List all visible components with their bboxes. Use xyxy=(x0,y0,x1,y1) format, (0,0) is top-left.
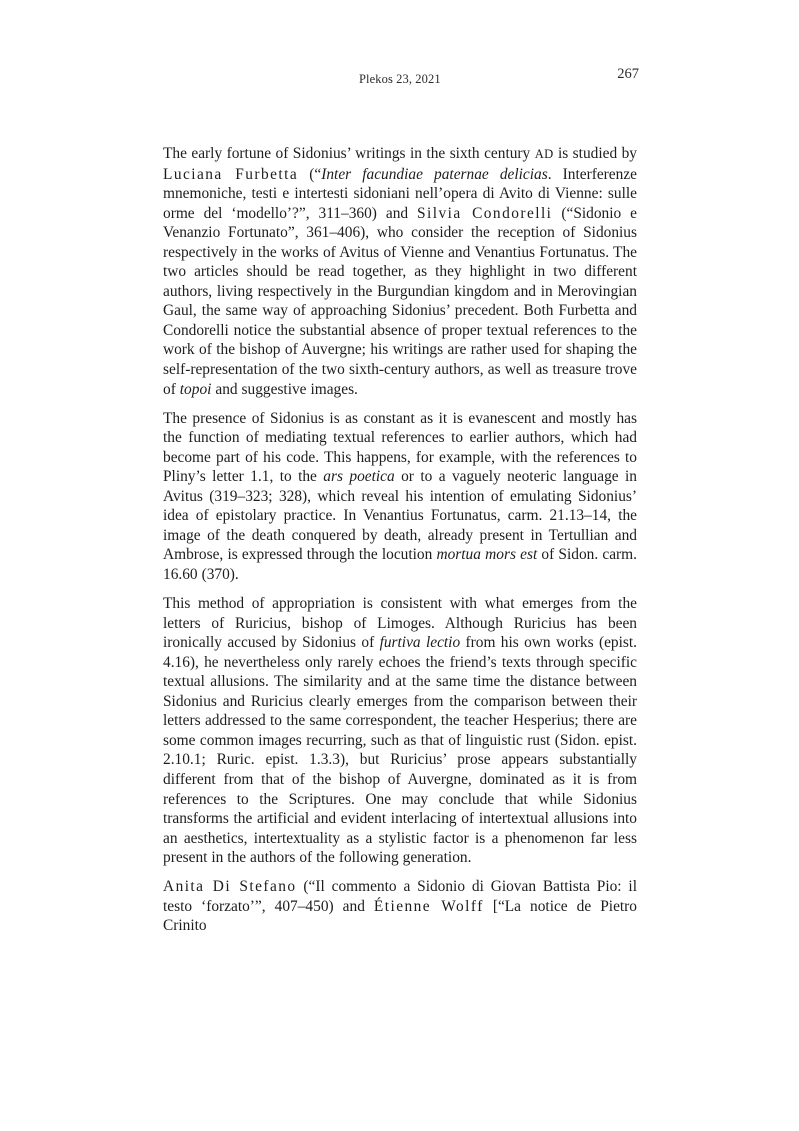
paragraph: Anita Di Stefano (“Il commento a Sidonio di Giovan Battista Pio: il testo ‘forzato’”, 407–450) and Étienne Wolff [“La notice de Pietro Crinito xyxy=(163,878,637,935)
italic-phrase: topoi xyxy=(179,380,212,398)
italic-phrase: ars poetica xyxy=(323,468,395,486)
body-text-block xyxy=(163,144,637,936)
italic-phrase: furtiva lectio xyxy=(379,634,461,652)
running-head xyxy=(163,66,639,88)
italic-phrase: mortua mors est xyxy=(436,546,538,564)
paragraph: The presence of Sidonius is as constant as it is evanescent and mostly has the function of mediating textual references to earlier authors, which had become part of his code. This happens, for example, with the references to Pliny’s letter 1.1, to the ars poetica or to a vaguely neoteric language in Avitus (319–323; 328), which reveal his intention of emulating Sidonius’ idea of epistolary practice. In Venantius Fortunatus, carm. 21.13–14, the image of the death conquered by death, already present in Tertullian and Ambrose, is expressed through the locution mortua mors est of Sidon. carm. 16.60 (370). xyxy=(163,409,637,583)
paragraph: This method of appropriation is consistent with what emerges from the letters of Ruricius, bishop of Limoges. Although Ruricius has been ironically accused by Sidonius of furtiva lectio from his own works (epist. 4.16), he nevertheless only rarely echoes the friend’s texts through specific textual allusions. The similarity and at the same time the distance between Sidonius and Ruricius clearly emerges from the comparison between their letters addressed to the same correspondent, the teacher Hesperius; there are some common images recurring, such as that of linguistic rust (Sidon. epist. 2.10.1; Ruric. epist. 1.3.3), but Ruricius’ prose appears substantially different from that of the bishop of Auvergne, dominated as it is from references to the Scriptures. One may conclude that while Sidonius transforms the artificial and evident interlacing of intertextual allusions into an aesthetics, intertextuality as a stylistic factor is a phenomenon far less present in the authors of the following generation. xyxy=(163,595,637,867)
italic-phrase: Inter facundiae paternae delicias xyxy=(321,165,548,183)
author-name: Silvia Condorelli xyxy=(417,204,553,222)
author-name: Anita Di Stefano xyxy=(163,878,297,896)
journal-title: Plekos 23, 2021 xyxy=(359,72,441,86)
small-caps-era: AD xyxy=(534,147,554,161)
page-number: 267 xyxy=(617,66,639,82)
paragraph: The early fortune of Sidonius’ writings in the sixth century AD is studied by Luciana Furbetta (“Inter facundiae paternae delicias. Interferenze mnemoniche, testi e intertesti sidoniani nell’opera di Avito di Vienne: sulle orme del ‘modello’?”, 311–360) and Silvia Condorelli (“Sidonio e Venanzio Fortunato”, 361–406), who consider the reception of Sidonius respectively in the works of Avitus of Vienne and Venantius Fortunatus. The two articles should be read together, as they highlight in two different authors, living respectively in the Burgundian kingdom and in Merovingian Gaul, the same way of approaching Sidonius’ precedent. Both Furbetta and Condorelli notice the substantial absence of proper textual references to the work of the bishop of Auvergne; his writings are rather used for shaping the self-representation of the two sixth-century authors, as well as treasure trove of topoi and suggestive images. xyxy=(163,145,637,398)
author-name: Luciana Furbetta xyxy=(163,165,299,183)
author-name: Étienne Wolff xyxy=(373,897,484,915)
